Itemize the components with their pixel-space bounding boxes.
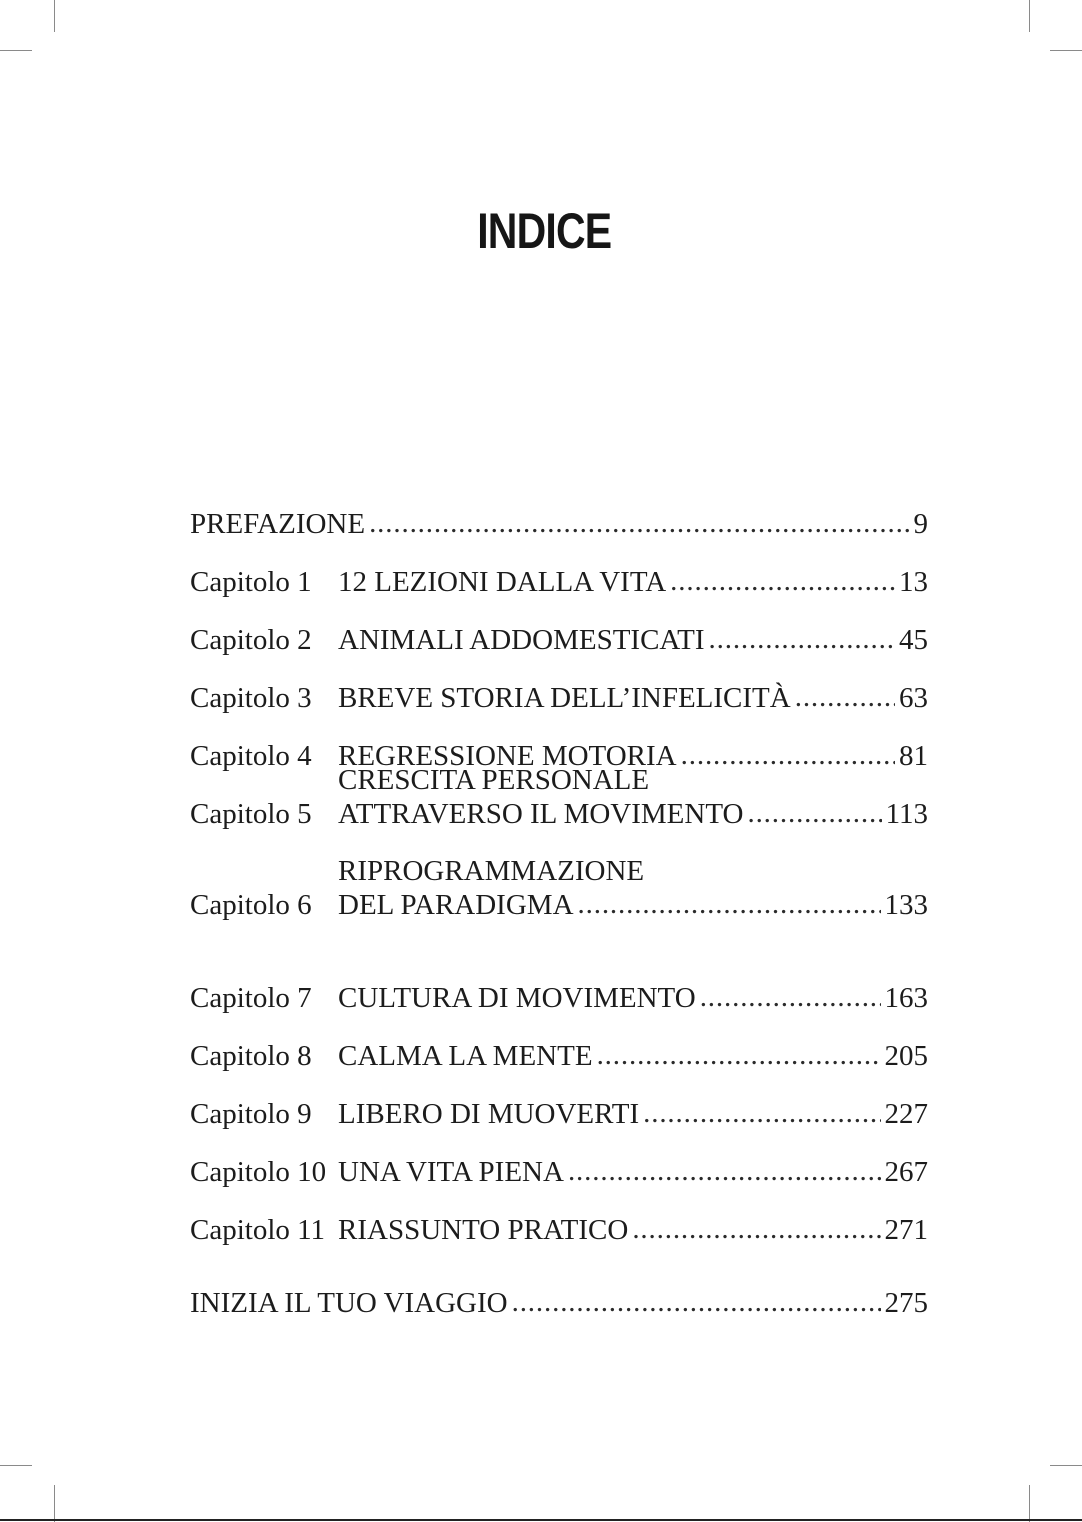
entry-title: UNA VITA PIENA — [338, 1156, 564, 1188]
chapter-label: Capitolo 11 — [190, 1214, 326, 1246]
crop-mark-top-right-vertical — [1029, 0, 1030, 32]
entry-title-row — [338, 565, 928, 599]
entry-title-row — [338, 981, 928, 1015]
crop-mark-bottom-right-vertical — [1029, 1485, 1030, 1522]
dot-leader — [795, 680, 895, 714]
dot-leader — [512, 1285, 881, 1319]
entry-title: PREFAZIONE — [190, 508, 366, 540]
dot-leader — [568, 1154, 881, 1188]
chapter-label: Capitolo 6 — [190, 889, 312, 921]
chapter-label: Capitolo 1 — [190, 566, 312, 598]
chapter-label: Capitolo 5 — [190, 798, 312, 830]
dot-leader — [747, 796, 881, 830]
dot-leader — [578, 887, 881, 921]
entry-title-row — [338, 1097, 928, 1131]
entry-title: RIASSUNTO PRATICO — [338, 1214, 629, 1246]
chapter-label: Capitolo 10 — [190, 1156, 327, 1188]
toc-entry — [190, 1039, 928, 1073]
entry-title-block — [338, 1039, 928, 1073]
entry-title: DEL PARADIGMA — [338, 889, 574, 921]
chapter-label: Capitolo 3 — [190, 682, 312, 714]
crop-mark-bottom-right-horizontal — [1050, 1465, 1082, 1466]
chapter-label: Capitolo 7 — [190, 982, 312, 1014]
page-number: 163 — [884, 982, 928, 1014]
entry-title-line: RIPROGRAMMAZIONE — [338, 855, 645, 887]
entry-title-row — [190, 1286, 928, 1320]
page-number: 45 — [899, 624, 928, 656]
entry-title-block — [190, 507, 928, 541]
dot-leader — [632, 1212, 880, 1246]
page-number: 267 — [884, 1156, 928, 1188]
entry-title-block — [338, 623, 928, 657]
entry-title-row — [338, 888, 928, 922]
entry-title-row — [338, 681, 928, 715]
entry-title-block — [338, 981, 928, 1015]
entry-title: INIZIA IL TUO VIAGGIO — [190, 1287, 508, 1319]
entry-title-row — [338, 623, 928, 657]
bottom-edge-line — [0, 1519, 1082, 1521]
page-number: 13 — [899, 566, 928, 598]
page-title: INDICE — [477, 203, 612, 259]
crop-mark-bottom-left-vertical — [54, 1485, 55, 1522]
entry-title: REGRESSIONE MOTORIA — [338, 740, 677, 772]
toc-entry — [190, 1213, 928, 1247]
toc-entry — [190, 763, 928, 831]
dot-leader — [709, 622, 895, 656]
entry-title-block — [338, 1155, 928, 1189]
dot-leader — [700, 980, 881, 1014]
entry-title: ANIMALI ADDOMESTICATI — [338, 624, 705, 656]
entry-title: 12 LEZIONI DALLA VITA — [338, 566, 667, 598]
page-number: 81 — [899, 740, 928, 772]
page-number: 63 — [899, 682, 928, 714]
page-number: 9 — [913, 508, 928, 540]
chapter-label: Capitolo 9 — [190, 1098, 312, 1130]
entry-title-block — [190, 1286, 928, 1320]
toc-entry — [190, 507, 928, 541]
crop-mark-top-left-horizontal — [0, 50, 32, 51]
page-number: 227 — [884, 1098, 928, 1130]
chapter-label: Capitolo 4 — [190, 740, 312, 772]
toc-entry — [190, 681, 928, 715]
entry-title-block — [338, 763, 928, 831]
entry-title-row — [338, 1155, 928, 1189]
dot-leader — [597, 1038, 881, 1072]
entry-title-row — [190, 507, 928, 541]
toc-entry — [190, 623, 928, 657]
toc-entry — [190, 1155, 928, 1189]
entry-title: CULTURA DI MOVIMENTO — [338, 982, 696, 1014]
crop-mark-bottom-left-horizontal — [0, 1465, 32, 1466]
chapter-label: Capitolo 2 — [190, 624, 312, 656]
page-number: 113 — [885, 798, 928, 830]
entry-title: LIBERO DI MUOVERTI — [338, 1098, 640, 1130]
entry-title: CALMA LA MENTE — [338, 1040, 593, 1072]
entry-title-row — [338, 1213, 928, 1247]
entry-title-line: CRESCITA PERSONALE — [338, 764, 650, 796]
page-number: 275 — [884, 1287, 928, 1319]
toc-entry — [190, 1286, 928, 1320]
toc-entry — [190, 565, 928, 599]
crop-mark-top-left-vertical — [54, 0, 55, 32]
entry-title-row — [338, 1039, 928, 1073]
entry-title-block — [338, 681, 928, 715]
chapter-label: Capitolo 8 — [190, 1040, 312, 1072]
toc-entry — [190, 981, 928, 1015]
entry-title-block — [338, 1213, 928, 1247]
dot-leader — [643, 1096, 880, 1130]
dot-leader — [369, 506, 909, 540]
entry-title-row — [338, 797, 928, 831]
crop-mark-top-right-horizontal — [1050, 50, 1082, 51]
page-number: 271 — [884, 1214, 928, 1246]
entry-title-block — [338, 565, 928, 599]
entry-title-block — [338, 1097, 928, 1131]
toc-entry — [190, 1097, 928, 1131]
toc-entry — [190, 854, 928, 922]
entry-title: BREVE STORIA DELL’INFELICITÀ — [338, 682, 791, 714]
page-number: 205 — [884, 1040, 928, 1072]
page-number: 133 — [884, 889, 928, 921]
dot-leader — [670, 564, 895, 598]
entry-title: ATTRAVERSO IL MOVIMENTO — [338, 798, 744, 830]
entry-title-block — [338, 854, 928, 922]
